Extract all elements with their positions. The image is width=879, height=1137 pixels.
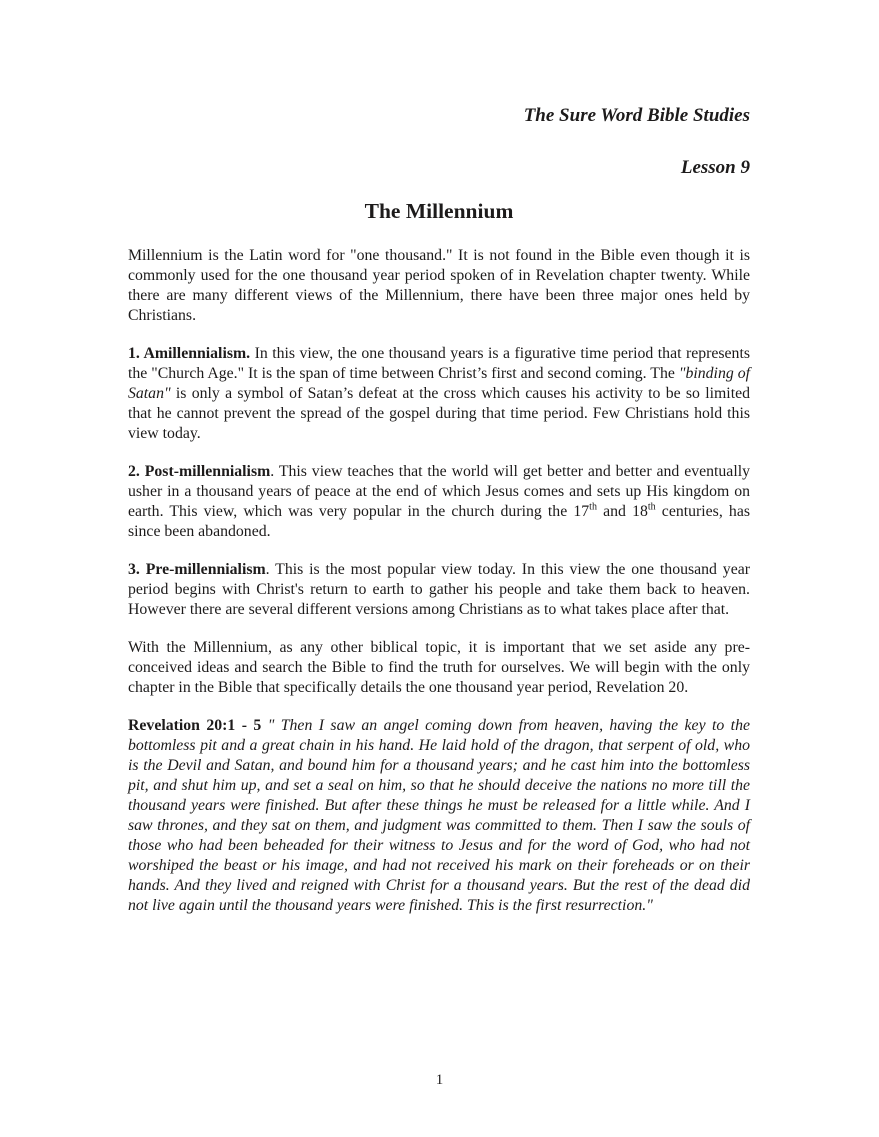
text-run: is only a symbol of Satan’s defeat at the cross which causes his activity to be so limited that he cannot prevent the spread of the gospel during that time period. Few Christians hold this view today. (128, 385, 750, 442)
text-run: Millennium is the Latin word for "one thousand." It is not found in the Bible even though it is commonly used for the one thousand year period spoken of in Revelation chapter twenty. While there are many different views of the Millennium, there have been three major ones held by Christians. (128, 247, 750, 324)
document-header (128, 103, 750, 225)
paragraph (128, 462, 750, 542)
text-run-italic: " Then I saw an angel coming down from heaven, having the key to the bottomless pit and a great chain in his hand. He laid hold of the dragon, that serpent of old, who is the Devil and Satan, and bound him for a thousand years; and he cast him into the bottomless pit, and shut him up, and set a seal on him, so that he should deceive the nations no more till the thousand years were finished. But after these things he must be released for a little while. And I saw thrones, and they sat on them, and judgment was committed to them. Then I saw the souls of those who had been beheaded for their witness to Jesus and for the word of God, who had not worshiped the beast or his image, and had not received his mark on their foreheads or on their hands. And they lived and reigned with Christ for a thousand years. But the rest of the dead did not live again until the thousand years were finished. This is the first resurrection." (128, 717, 750, 914)
paragraph (128, 560, 750, 620)
text-run-bold: Revelation 20:1 - 5 (128, 717, 262, 734)
text-run: centuries, has since been abandoned. (128, 503, 750, 540)
paragraph (128, 638, 750, 698)
paragraph (128, 344, 750, 444)
series-title: The Sure Word Bible Studies (523, 105, 750, 126)
page-title: The Millennium (364, 199, 514, 223)
text-run: and 18 (596, 503, 648, 520)
text-run: . This view teaches that the world will get better and better and eventually usher in a thousand years of peace at the end of which Jesus comes and sets up His kingdom on earth. This view, which was very popular in the church during the 17 (128, 463, 750, 520)
text-run-italic: "binding of Satan" (128, 365, 751, 402)
document-body (128, 246, 750, 916)
text-run-bold: 1. Amillennialism. (128, 345, 251, 362)
text-run-superscript: th (589, 501, 597, 513)
lesson-number: Lesson 9 (680, 157, 750, 178)
text-run: With the Millennium, as any other biblical topic, it is important that we set aside any pre-conceived ideas and search the Bible to find the truth for ourselves. We will begin with the only chapter in the Bible that specifically details the one thousand year period, Revelation 20. (128, 639, 750, 696)
text-run-superscript: th (647, 501, 656, 513)
text-run: In this view, the one thousand years is a figurative time period that represents the "Church Age." It is the span of time between Christ’s first and second coming. The (128, 345, 750, 382)
page-number: 1 (435, 1072, 444, 1088)
paragraph (128, 246, 750, 326)
paragraph (128, 716, 750, 916)
text-run-bold: 2. Post-millennialism (128, 463, 271, 480)
text-run-bold: 3. Pre-millennialism (128, 561, 266, 578)
text-run: . This is the most popular view today. In this view the one thousand year period begins with Christ's return to earth to gather his people and take them back to heaven. However there are several different versions among Christians as to what takes place after that. (128, 561, 750, 618)
